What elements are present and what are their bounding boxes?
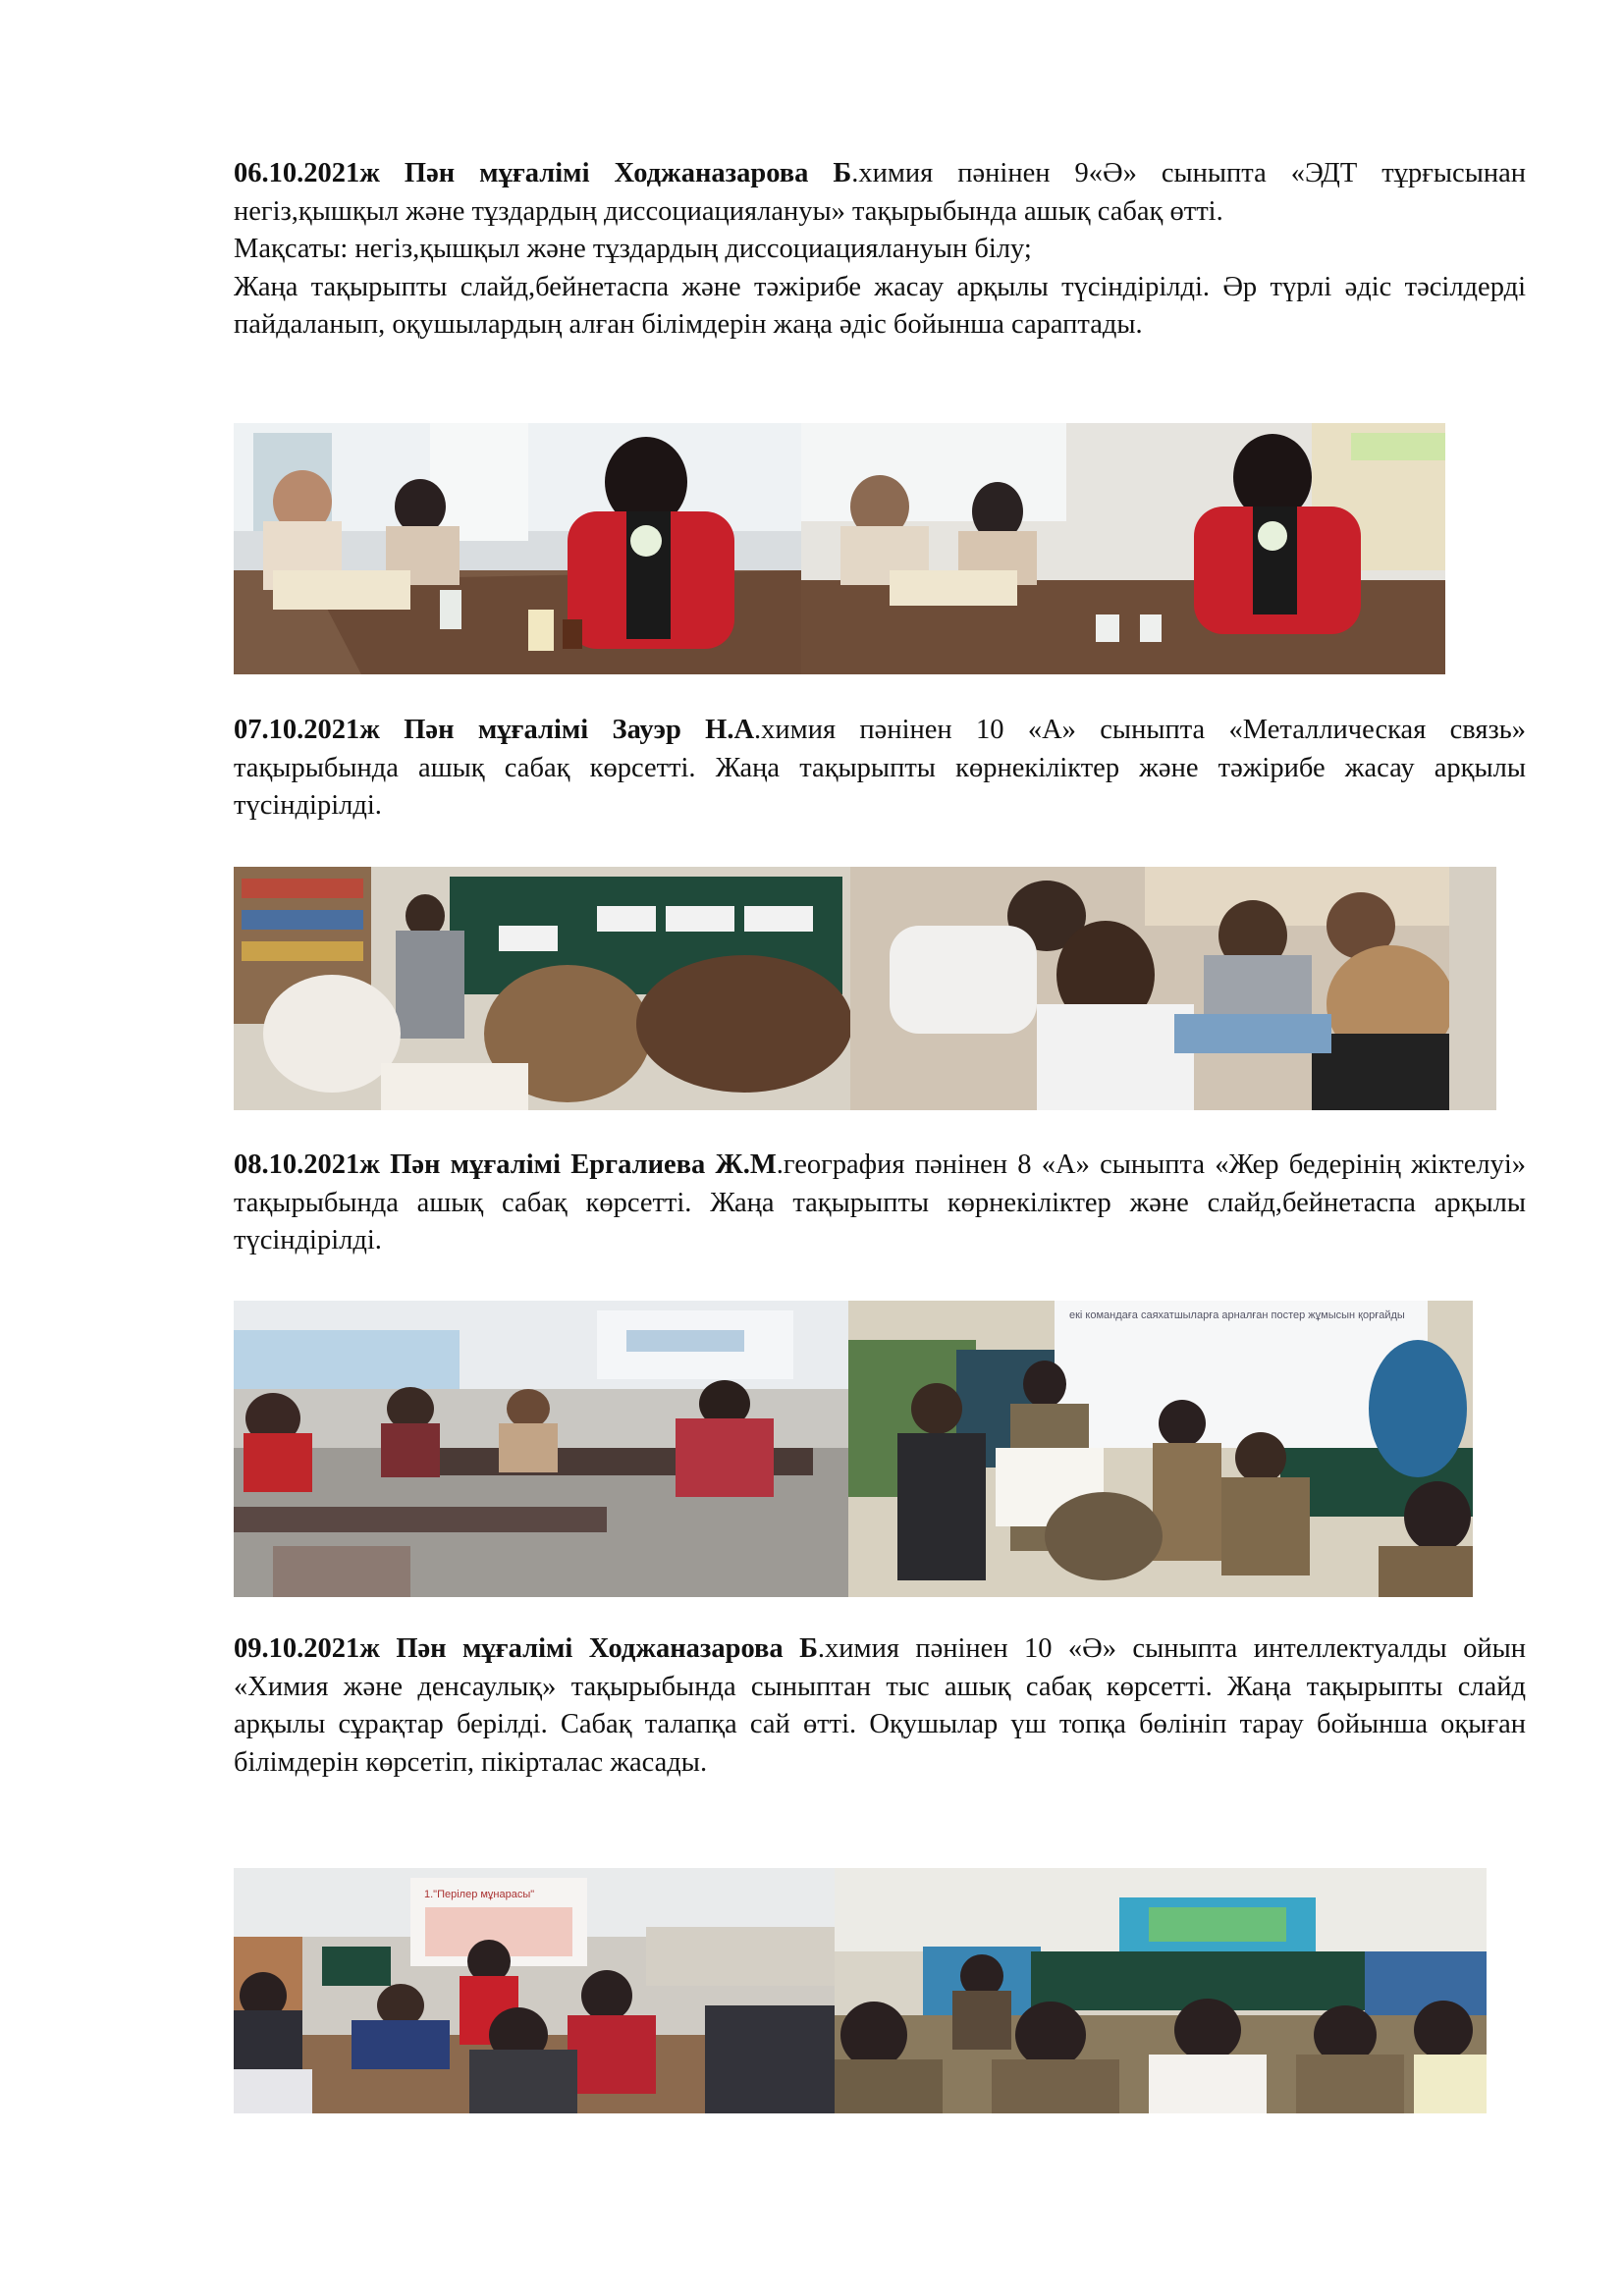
lesson-photo-4a [234, 1868, 835, 2113]
lesson-body-4: .химия пәнінен 10 «Ә» сыныпта интеллектуалды ойын «Химия және денсаулық» тақырыбында сыныптан тыс ашық сабақ көрсетті. Жаңа тақырыпты слайд арқылы сұрақтар берілді. Сабақ талапқа сай өтті. Оқушылар үш топқа бөлініп тарау бойынша оқыған білімдерін көрсетіп, пікірталас жасады. [234, 1633, 1526, 1778]
lesson-photo-1b [801, 423, 1445, 674]
lesson-paragraph-3 [234, 1147, 1526, 1260]
lesson-photo-2b [850, 867, 1496, 1110]
lesson-section-2 [234, 712, 1526, 826]
lesson-photo-2a [234, 867, 850, 1110]
lesson-body-3: .география пәнінен 8 «А» сыныпта «Жер бедерінің жіктелуі» тақырыбында ашық сабақ көрсетті. Жаңа тақырыпты көрнекіліктер және слайд,бейнетаспа арқылы түсіндірілді. [234, 1149, 1526, 1255]
lesson-note-1: Жаңа тақырыпты слайд,бейнетаспа және тәжірибе жасау арқылы түсіндірілді. Әр түрлі әдіс тәсілдерді пайдаланып, оқушылардың алған білімдерін жаңа әдіс бойынша сараптады. [234, 271, 1526, 340]
lesson-heading-3: 08.10.2021ж Пән мұғалімі Ергалиева Ж.М [234, 1149, 777, 1180]
lesson-paragraph-2 [234, 712, 1526, 826]
lesson-paragraph-4 [234, 1630, 1526, 1782]
lesson-photo-3b [848, 1301, 1473, 1597]
chem-slide-caption: 1."Перілер мұнарасы" [424, 1889, 535, 1900]
photo-row-4 [234, 1868, 1487, 2113]
lesson-section-1 [234, 155, 1526, 345]
lesson-photo-3a [234, 1301, 848, 1597]
lesson-section-4 [234, 1630, 1526, 1782]
geo-slide-caption: екі командаға саяхатшыларға арналған постер жұмысын қорғайды [1069, 1309, 1405, 1321]
lesson-photo-1a [234, 423, 801, 674]
photo-row-3 [234, 1301, 1473, 1597]
photo-row-1 [234, 423, 1445, 674]
lesson-goal-1: Мақсаты: негіз,қышқыл және тұздардың диссоциациялануын білу; [234, 234, 1032, 264]
lesson-photo-4b [835, 1868, 1487, 2113]
lesson-body-1: .химия пәнінен 9«Ә» сыныпта «ЭДТ тұрғысынан негіз,қышқыл және тұздардың диссоциациялануы» тақырыбында ашық сабақ өтті. [234, 158, 1526, 227]
lesson-heading-1: 06.10.2021ж Пән мұғалімі Ходжаназарова Б [234, 158, 852, 188]
lesson-heading-2: 07.10.2021ж Пән мұғалімі Зауэр Н.А [234, 715, 755, 745]
photo-row-2 [234, 867, 1496, 1110]
lesson-body-2: .химия пәнінен 10 «А» сыныпта «Металлическая связь» тақырыбында ашық сабақ көрсетті. Жаңа тақырыпты көрнекіліктер және тәжірибе жасау арқылы түсіндірілді. [234, 715, 1527, 821]
lesson-heading-4: 09.10.2021ж Пән мұғалімі Ходжаназарова Б [234, 1633, 818, 1664]
lesson-section-3 [234, 1147, 1526, 1260]
lesson-paragraph-1 [234, 155, 1526, 231]
